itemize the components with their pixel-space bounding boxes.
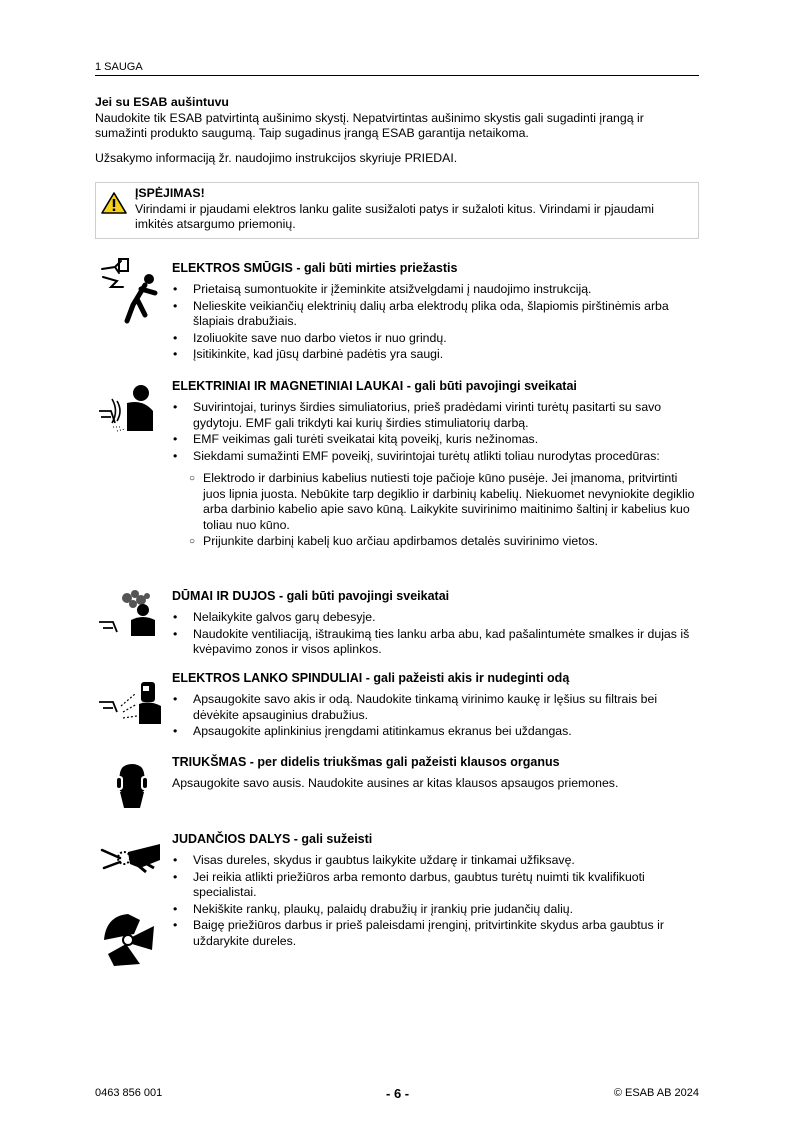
warning-box bbox=[95, 182, 699, 239]
arc-rays-icon bbox=[97, 676, 165, 726]
fumes-gas-icon bbox=[97, 588, 163, 642]
noise-title: TRIUKŠMAS - per didelis triukšmas gali pažeisti klausos organus bbox=[172, 755, 560, 769]
section-arc-rays bbox=[172, 670, 699, 741]
list-item: • Naudokite ventiliaciją, ištraukimą ties lanku arba abu, kad pašalintumėte smalkes ir dujas iš kvėpavimo zonos ir visos aplinkos. bbox=[172, 627, 699, 658]
section-electric-shock bbox=[172, 260, 699, 364]
list-item: • Visas dureles, skydus ir gaubtus laikykite uždarę ir tinkamai užfiksavę. bbox=[172, 853, 699, 869]
list-item: • Prietaisą sumontuokite ir įžeminkite atsižvelgdami į naudojimo instrukciją. bbox=[172, 282, 699, 298]
warning-triangle-icon bbox=[101, 192, 127, 214]
cooler-notice bbox=[95, 95, 699, 166]
order-info: Užsakymo informaciją žr. naudojimo instrukcijos skyriuje PRIEDAI. bbox=[95, 150, 458, 165]
list-item: • Jei reikia atlikti priežiūros arba remonto darbus, gaubtus turėtų nuimti tik kvalifikuoti specialistai. bbox=[172, 870, 699, 901]
electric-shock-title: ELEKTROS SMŪGIS - gali būti mirties priežastis bbox=[172, 261, 458, 275]
warning-title: ĮSPĖJIMAS! bbox=[135, 186, 205, 200]
list-item: • EMF veikimas gali turėti sveikatai kitą poveikį, kuris nežinomas. bbox=[172, 432, 699, 448]
list-item: • Suvirintojai, turinys širdies simuliatorius, prieš pradėdami virinti turėtų pasitarti su savo gydytoju. EMF gali trikdyti kai kurių širdies stimuliatorių darbą. bbox=[172, 400, 699, 431]
cooler-heading: Jei su ESAB aušintuvu bbox=[95, 95, 229, 109]
list-item: • Apsaugokite savo akis ir odą. Naudokite tinkamą virinimo kaukę ir lęšius su filtrais bei dėvėkite apsauginius drabužius. bbox=[172, 692, 699, 723]
list-item: • Nelieskite veikiančių elektrinių dalių arba elektrodų plika oda, šlapiomis pirštinėmis arba šlapiais drabužiais. bbox=[172, 299, 699, 330]
arc-rays-title: ELEKTROS LANKO SPINDULIAI - gali pažeisti akis ir nudeginti odą bbox=[172, 671, 570, 685]
fumes-title: DŪMAI IR DUJOS - gali būti pavojingi sveikatai bbox=[172, 589, 450, 603]
noise-text: Apsaugokite savo ausis. Naudokite ausines ar kitas klausos apsaugos priemones. bbox=[172, 776, 619, 790]
emf-welder-icon bbox=[97, 381, 157, 441]
sub-list-item: ○ Prijunkite darbinį kabelį kuo arčiau apdirbamos detalės suvirinimo vietos. bbox=[189, 534, 699, 550]
list-item: • Nelaikykite galvos garų debesyje. bbox=[172, 610, 699, 626]
document-number: 0463 856 001 bbox=[95, 1087, 163, 1099]
electric-shock-icon bbox=[97, 257, 165, 327]
copyright: © ESAB AB 2024 bbox=[613, 1087, 699, 1099]
list-item: • Baigę priežiūros darbus ir prieš paleisdami įrenginį, pritvirtinkite skydus arba gaubtus ir uždarykite dureles. bbox=[172, 918, 699, 949]
section-emf bbox=[172, 378, 699, 551]
cooler-text: Naudokite tik ESAB patvirtintą aušinimo skystį. Nepatvirtintas aušinimo skystis gali sugadinti įrangą ir sumažinti produkto saugumą. Taip sugadinus įrangą ESAB garantija netaikoma. bbox=[95, 110, 644, 140]
emf-title: ELEKTRINIAI IR MAGNETINIAI LAUKAI - gali būti pavojingi sveikatai bbox=[172, 379, 577, 393]
hearing-protection-icon bbox=[110, 758, 154, 810]
section-noise bbox=[172, 754, 699, 792]
list-item: • Izoliuokite save nuo darbo vietos ir nuo grindų. bbox=[172, 331, 699, 347]
warning-text: Virindami ir pjaudami elektros lanku galite susižaloti patys ir sužaloti kitus. Virindami ir pjaudami imkitės atsargumo priemonių. bbox=[135, 201, 654, 231]
section-label: 1 SAUGA bbox=[95, 61, 143, 73]
page-header bbox=[95, 60, 699, 76]
section-moving-parts bbox=[172, 831, 699, 950]
list-item: • Nekiškite rankų, plaukų, palaidų drabužių ir įrankių prie judančių dalių. bbox=[172, 902, 699, 918]
list-item: • Apsaugokite aplinkinius įrengdami atitinkamus ekranus bei uždangas. bbox=[172, 724, 699, 740]
moving-parts-fan-icon bbox=[100, 910, 158, 970]
list-item: • Siekdami sumažinti EMF poveikį, suvirintojai turėtų atlikti toliau nurodytas procedūras: bbox=[172, 449, 699, 465]
section-fumes bbox=[172, 588, 699, 659]
sub-list-item: ○ Elektrodo ir darbinius kabelius nutiesti toje pačioje kūno pusėje. Jei įmanoma, pritvirtinti juos lipnia juosta. Nebūkite tarp degiklio ir darbinių kabelių. Niekuomet nevyniokite degiklio arba darbinio kabelio apie savo kūną. Laikykite suvirinimo maitinimo šaltinį ir kabelius kuo toliau nuo kūno. bbox=[189, 471, 699, 533]
moving-parts-gear-icon bbox=[100, 838, 162, 878]
moving-parts-title: JUDANČIOS DALYS - gali sužeisti bbox=[172, 832, 373, 846]
list-item: • Įsitikinkite, kad jūsų darbinė padėtis yra saugi. bbox=[172, 347, 699, 363]
page-number: - 6 - bbox=[386, 1086, 410, 1101]
